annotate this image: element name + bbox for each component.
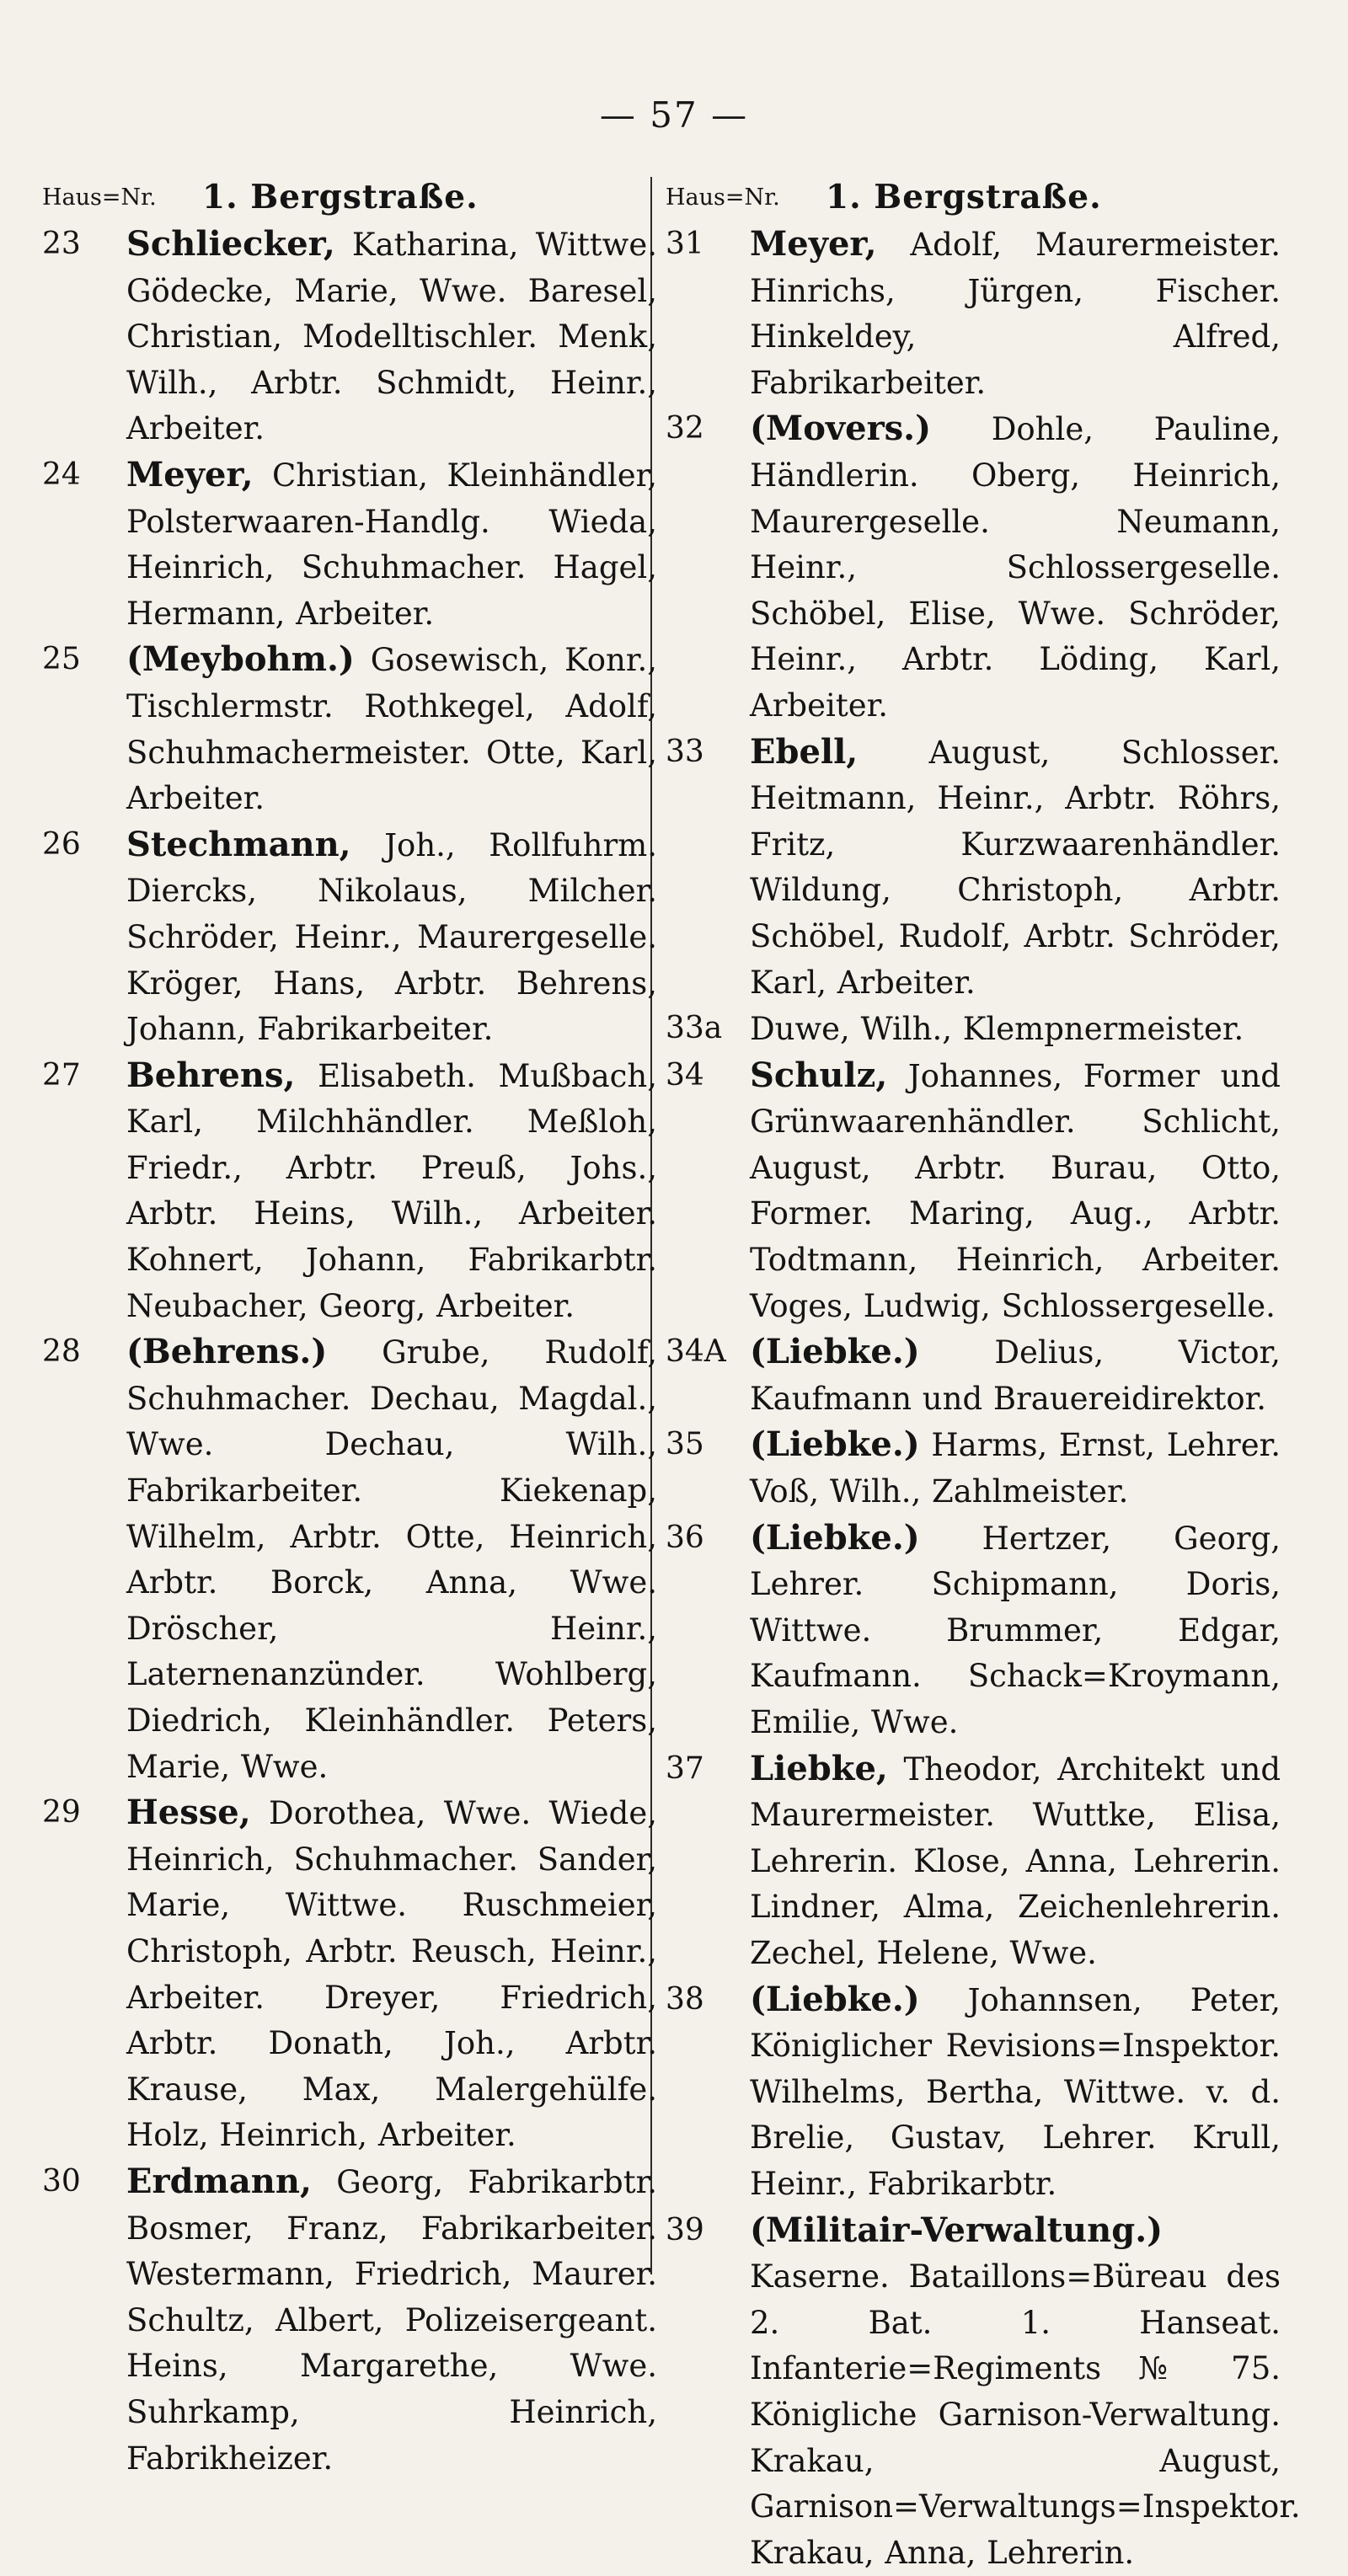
house-number: 33a bbox=[666, 1011, 723, 1046]
house-number: 29 bbox=[42, 1795, 81, 1830]
house-number-label: Haus=Nr. bbox=[666, 184, 780, 211]
directory-entry bbox=[42, 2159, 657, 2482]
owner-name: Hesse, bbox=[126, 1793, 251, 1833]
house-number: 27 bbox=[42, 1057, 81, 1093]
residents-text: Georg, Fabrikarbtr. Bosmer, Franz, Fabrikarbeiter. Westermann, Friedrich, Maurer. Schultz, Albert, Polizeisergeant. Heins, Margarethe, Wwe. Suhrkamp, Heinrich, Fabrikheizer. bbox=[126, 2163, 657, 2477]
street-heading: 1. Bergstraße. bbox=[826, 178, 1102, 216]
right-column-header bbox=[666, 173, 1281, 222]
owner-name: Ebell, bbox=[750, 731, 859, 772]
house-number: 35 bbox=[666, 1427, 704, 1462]
house-number: 30 bbox=[42, 2163, 81, 2199]
house-number: 24 bbox=[42, 457, 81, 492]
entry-text bbox=[750, 1746, 1281, 1977]
owner-name: Stechmann, bbox=[126, 824, 351, 864]
entry-text bbox=[126, 1053, 657, 1330]
directory-entry bbox=[666, 1006, 1281, 1053]
directory-entry bbox=[42, 1329, 657, 1790]
residents-text: Dorothea, Wwe. Wiede, Heinrich, Schuhmacher. Sander, Marie, Wittwe. Ruschmeier, Christoph, Arbtr. Reusch, Heinr., Arbeiter. Dreyer, Friedrich, Arbtr. Donath, Joh., Arbtr. Krause, Max, Malergehülfe. Holz, Heinrich, Arbeiter. bbox=[126, 1795, 657, 2154]
owner-name: (Liebke.) bbox=[750, 1424, 920, 1465]
owner-name: (Liebke.) bbox=[750, 1979, 920, 2019]
entry-text bbox=[126, 2159, 657, 2482]
page-number: — 57 — bbox=[599, 94, 749, 136]
owner-name: Meyer, bbox=[126, 454, 254, 494]
left-column bbox=[42, 173, 657, 2482]
directory-entry bbox=[42, 222, 657, 452]
house-number: 36 bbox=[666, 1520, 704, 1555]
residents-text: Christian, Kleinhändler, Polsterwaaren-Handlg. Wieda, Heinrich, Schuhmacher. Hagel, Hermann, Arbeiter. bbox=[126, 457, 657, 632]
residents-text: Joh., Rollfuhrm. Diercks, Nikolaus, Milcher. Schröder, Heinr., Maurergeselle. Kröger, Hans, Arbtr. Behrens, Johann, Fabrikarbeiter. bbox=[126, 826, 657, 1048]
directory-entry bbox=[666, 222, 1281, 406]
residents-text: Hertzer, Georg, Lehrer. Schipmann, Doris, Wittwe. Brummer, Edgar, Kaufmann. Schack=Kroymann, Emilie, Wwe. bbox=[750, 1520, 1281, 1740]
house-number: 26 bbox=[42, 826, 81, 862]
left-column-header bbox=[42, 173, 657, 222]
entry-text bbox=[750, 406, 1281, 729]
owner-name: (Behrens.) bbox=[126, 1332, 328, 1372]
house-number: 37 bbox=[666, 1750, 704, 1786]
residents-text: Gosewisch, Konr., Tischlermstr. Rothkegel, Adolf, Schuhmachermeister. Otte, Karl, Arbeiter. bbox=[126, 642, 657, 817]
residents-text: Grube, Rudolf, Schuhmacher. Dechau, Magdal., Wwe. Dechau, Wilh., Fabrikarbeiter. Kiekenap, Wilhelm, Arbtr. Otte, Heinrich, Arbtr. Borck, Anna, Wwe. Dröscher, Heinr., Laternenanzünder. Wohlberg, Diedrich, Kleinhändler. Peters, Marie, Wwe. bbox=[126, 1334, 657, 1785]
directory-entry bbox=[666, 2208, 1301, 2576]
house-number: 38 bbox=[666, 1981, 704, 2017]
directory-entry bbox=[666, 1329, 1281, 1422]
residents-text: Johannes, Former und Grünwaarenhändler. Schlicht, August, Arbtr. Burau, Otto, Former. Maring, Aug., Arbtr. Todtmann, Heinrich, Arbeiter. Voges, Ludwig, Schlossergeselle. bbox=[750, 1057, 1281, 1324]
entry-text bbox=[750, 2208, 1301, 2576]
house-number: 25 bbox=[42, 642, 81, 677]
directory-entry bbox=[666, 730, 1281, 1007]
entry-text bbox=[750, 1053, 1281, 1330]
house-number: 23 bbox=[42, 227, 81, 261]
residents-text: Katharina, Wittwe. Gödecke, Marie, Wwe. Baresel, Christian, Modelltischler. Menk, Wilh., Arbtr. Schmidt, Heinr., Arbeiter. bbox=[126, 227, 657, 447]
entry-text bbox=[126, 1790, 657, 2159]
residents-text: Elisabeth. Mußbach, Karl, Milchhändler. Meßloh, Friedr., Arbtr. Preuß, Johs., Arbtr. Heins, Wilh., Arbeiter. Kohnert, Johann, Fabrikarbtr. Neubacher, Georg, Arbeiter. bbox=[126, 1057, 657, 1324]
entry-text bbox=[750, 1515, 1281, 1746]
entry-text bbox=[126, 222, 657, 452]
house-number: 34A bbox=[666, 1334, 726, 1370]
owner-name: Schulz, bbox=[750, 1055, 888, 1095]
entry-text bbox=[750, 1329, 1281, 1422]
left-entries bbox=[42, 222, 657, 2482]
house-number: 28 bbox=[42, 1334, 81, 1370]
directory-entry bbox=[666, 1515, 1281, 1746]
owner-name: Liebke, bbox=[750, 1748, 888, 1788]
street-heading: 1. Bergstraße. bbox=[202, 178, 479, 216]
residents-text: Duwe, Wilh., Klempnermeister. bbox=[750, 1011, 1244, 1048]
entry-text bbox=[126, 452, 657, 637]
directory-entry bbox=[42, 1053, 657, 1330]
residents-text: Kaserne. Bataillons=Büreau des 2. Bat. 1. Hanseat. Infanterie=Regiments № 75. Königliche Garnison-Verwaltung. Krakau, August, Garnison=Verwaltungs=Inspektor. Krakau, Anna, Lehrerin. bbox=[750, 2258, 1301, 2571]
entry-text bbox=[126, 637, 657, 821]
house-number: 34 bbox=[666, 1057, 704, 1093]
entry-text bbox=[750, 1977, 1281, 2208]
directory-entry bbox=[666, 1422, 1281, 1515]
owner-name: (Meybohm.) bbox=[126, 639, 355, 680]
owner-name: (Liebke.) bbox=[750, 1517, 920, 1558]
entry-text bbox=[126, 822, 657, 1053]
owner-name: Schliecker, bbox=[126, 224, 335, 264]
residents-text: Johannsen, Peter, Königlicher Revisions=Inspektor. Wilhelms, Bertha, Wittwe. v. d. Brelie, Gustav, Lehrer. Krull, Heinr., Fabrikarbtr. bbox=[750, 1981, 1281, 2202]
residents-text: August, Schlosser. Heitmann, Heinr., Arbtr. Röhrs, Fritz, Kurzwaarenhändler. Wildung, Christoph, Arbtr. Schöbel, Rudolf, Arbtr. Schröder, Karl, Arbeiter. bbox=[750, 734, 1281, 1001]
entry-text bbox=[750, 1006, 1281, 1053]
directory-entry bbox=[666, 1977, 1281, 2208]
house-number: 33 bbox=[666, 734, 704, 769]
directory-entry bbox=[666, 1746, 1281, 1977]
entry-text bbox=[750, 222, 1281, 406]
directory-entry bbox=[42, 822, 657, 1053]
entry-text bbox=[750, 1422, 1281, 1515]
owner-name: (Movers.) bbox=[750, 409, 932, 449]
residents-text: Harms, Ernst, Lehrer. Voß, Wilh., Zahlmeister. bbox=[750, 1427, 1281, 1510]
residents-text: Delius, Victor, Kaufmann und Brauereidirektor. bbox=[750, 1334, 1281, 1417]
entry-text bbox=[750, 730, 1281, 1007]
owner-name: Erdmann, bbox=[126, 2161, 312, 2201]
owner-name: (Militair-Verwaltung.) bbox=[750, 2210, 1163, 2250]
owner-name: Behrens, bbox=[126, 1055, 296, 1095]
residents-text: Dohle, Pauline, Händlerin. Oberg, Heinrich, Maurergeselle. Neumann, Heinr., Schlossergeselle. Schöbel, Elise, Wwe. Schröder, Heinr., Arbtr. Löding, Karl, Arbeiter. bbox=[750, 411, 1281, 724]
house-number: 31 bbox=[666, 227, 704, 261]
house-number: 39 bbox=[666, 2212, 704, 2247]
residents-text: Theodor, Architekt und Maurermeister. Wuttke, Elisa, Lehrerin. Klose, Anna, Lehrerin. Lindner, Alma, Zeichenlehrerin. Zechel, Helene, Wwe. bbox=[750, 1750, 1281, 1971]
entry-text bbox=[126, 1329, 657, 1790]
right-entries bbox=[666, 222, 1301, 2576]
house-number: 32 bbox=[666, 411, 704, 446]
residents-text: Adolf, Maurermeister. Hinrichs, Jürgen, Fischer. Hinkeldey, Alfred, Fabrikarbeiter. bbox=[750, 227, 1281, 401]
directory-entry bbox=[42, 452, 657, 637]
house-number-label: Haus=Nr. bbox=[42, 184, 157, 211]
owner-name: (Liebke.) bbox=[750, 1332, 920, 1372]
directory-entry bbox=[666, 1053, 1281, 1330]
directory-entry bbox=[42, 637, 657, 821]
directory-entry bbox=[42, 1790, 657, 2159]
right-column bbox=[666, 173, 1301, 2576]
owner-name: Meyer, bbox=[750, 224, 877, 264]
directory-entry bbox=[666, 406, 1281, 729]
